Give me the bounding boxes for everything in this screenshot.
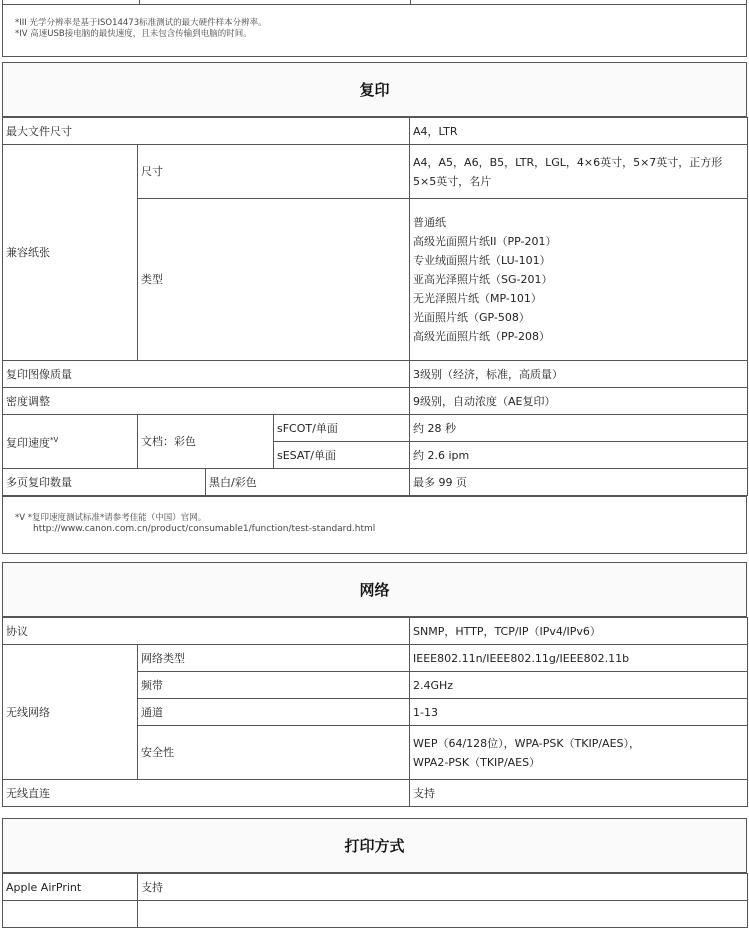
security-value-line: WPA2-PSK（TKIP/AES） bbox=[413, 755, 541, 769]
test-standard-link[interactable]: http://www.canon.com.cn/product/consumable1/function/test-standard.html bbox=[33, 524, 376, 534]
paper-type-item: 普通纸 bbox=[413, 216, 446, 229]
paper-type-item: 高级光面照片纸II（PP-201） bbox=[413, 235, 557, 248]
paper-type-item: 无光泽照片纸（MP-101） bbox=[413, 292, 542, 305]
security-value-line: WEP（64/128位），WPA-PSK（TKIP/AES）， bbox=[413, 736, 641, 750]
sesat-label: sESAT/单面 bbox=[274, 442, 410, 469]
wireless-label: 无线网络 bbox=[3, 645, 138, 780]
network-spec-table bbox=[2, 617, 748, 807]
paper-size-value: A4，A5，A6，B5，LTR，LGL，4×6英寸，5×7英寸，正方形5×5英寸，名片 bbox=[410, 145, 748, 199]
sfcot-value: 约 28 秒 bbox=[410, 415, 748, 442]
footnote-iii: *III 光学分辨率是基于ISO14473标准测试的最大硬件样本分辨率。 bbox=[15, 18, 267, 28]
next-row-label bbox=[3, 901, 138, 928]
copy-spec-table bbox=[2, 117, 748, 496]
paper-type-item: 亚高光泽照片纸（SG-201） bbox=[413, 273, 553, 286]
density-label: 密度调整 bbox=[3, 388, 410, 415]
channel-label: 通道 bbox=[138, 699, 410, 726]
airprint-value: 支持 bbox=[138, 874, 748, 901]
wifi-direct-value: 支持 bbox=[410, 780, 748, 807]
paper-type-item: 光面照片纸（GP-508） bbox=[413, 311, 530, 324]
security-label: 安全性 bbox=[138, 726, 410, 780]
sfcot-label: sFCOT/单面 bbox=[274, 415, 410, 442]
wifi-direct-label: 无线直连 bbox=[3, 780, 410, 807]
copy-speed-label: 复印速度 bbox=[6, 436, 50, 450]
band-value: 2.4GHz bbox=[410, 672, 748, 699]
bw-color-label: 黑白/彩色 bbox=[206, 469, 410, 496]
security-value bbox=[410, 726, 748, 780]
paper-size-label: 尺寸 bbox=[138, 145, 410, 199]
copy-quality-label: 复印图像质量 bbox=[3, 361, 410, 388]
protocol-value: SNMP，HTTP，TCP/IP（IPv4/IPv6） bbox=[410, 618, 748, 645]
sesat-value: 约 2.6 ipm bbox=[410, 442, 748, 469]
copy-speed-cell bbox=[3, 415, 138, 469]
copy-section-title: 复印 bbox=[2, 62, 747, 117]
doc-color-label: 文档：彩色 bbox=[138, 415, 274, 469]
paper-type-list bbox=[410, 199, 748, 361]
multi-copy-value: 最多 99 页 bbox=[410, 469, 748, 496]
channel-value: 1-13 bbox=[410, 699, 748, 726]
print-methods-section-title: 打印方式 bbox=[2, 818, 747, 873]
max-doc-size-label: 最大文件尺寸 bbox=[3, 118, 410, 145]
density-value: 9级别，自动浓度（AE复印） bbox=[410, 388, 748, 415]
footnote-v: *V *复印速度测试标准*请参考佳能（中国）官网。 bbox=[15, 513, 207, 523]
net-type-value: IEEE802.11n/IEEE802.11g/IEEE802.11b bbox=[410, 645, 748, 672]
net-type-label: 网络类型 bbox=[138, 645, 410, 672]
band-label: 频带 bbox=[138, 672, 410, 699]
network-section-title: 网络 bbox=[2, 562, 747, 617]
print-methods-table bbox=[2, 873, 748, 928]
protocol-label: 协议 bbox=[3, 618, 410, 645]
copy-speed-sup: *V bbox=[50, 435, 59, 444]
paper-type-item: 高级光面照片纸（PP-208） bbox=[413, 330, 550, 343]
top-notes-box bbox=[2, 4, 747, 57]
airprint-label: Apple AirPrint bbox=[3, 874, 138, 901]
paper-type-item: 专业绒面照片纸（LU-101） bbox=[413, 254, 551, 267]
next-row-value bbox=[138, 901, 748, 928]
footnote-iv: *IV 高速USB接电脑的最快速度，且未包含传输到电脑的时间。 bbox=[15, 29, 252, 39]
max-doc-size-value: A4，LTR bbox=[410, 118, 748, 145]
copy-quality-value: 3级别（经济，标准，高质量） bbox=[410, 361, 748, 388]
paper-label: 兼容纸张 bbox=[3, 145, 138, 361]
multi-copy-label: 多页复印数量 bbox=[3, 469, 206, 496]
copy-notes-box bbox=[2, 496, 747, 554]
paper-type-label: 类型 bbox=[138, 199, 410, 361]
